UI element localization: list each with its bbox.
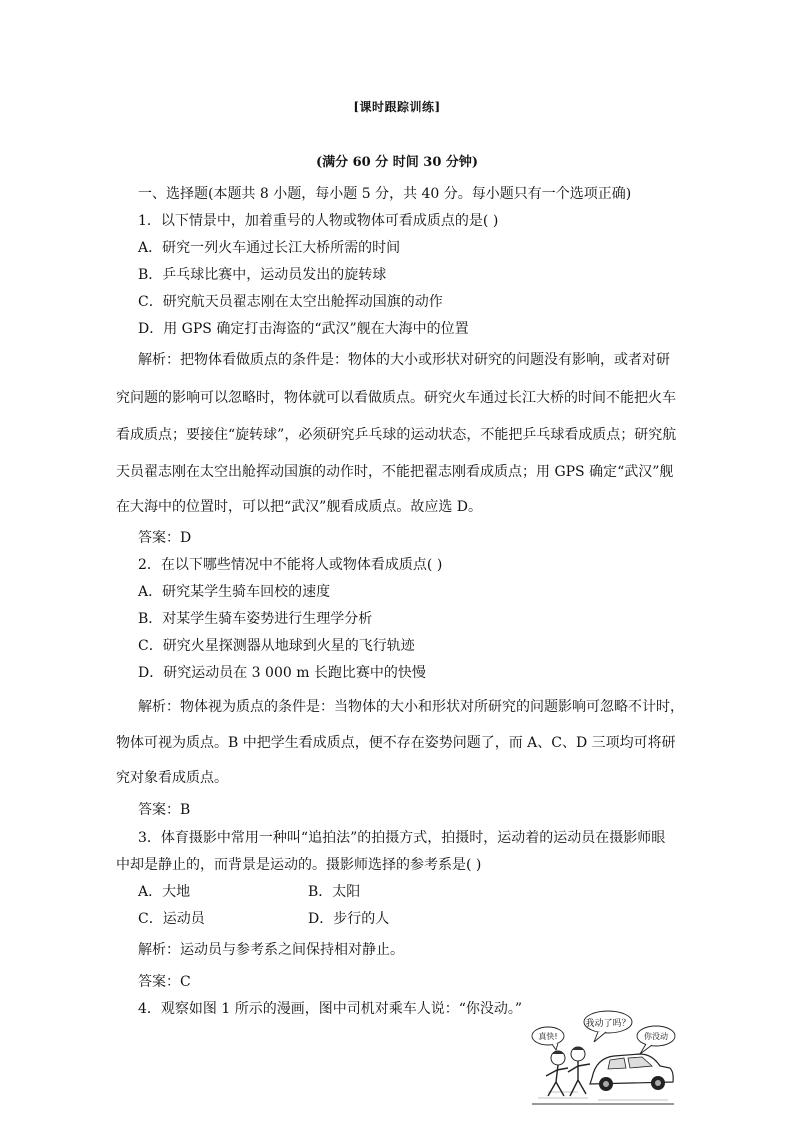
- q2-option-d: D．研究运动员在 3 000 m 长跑比赛中的快慢: [138, 665, 426, 681]
- q2-answer: 答案：B: [138, 802, 191, 818]
- q1-option-b: B．乒乓球比赛中，运动员发出的旋转球: [138, 267, 387, 283]
- cartoon-illustration: [528, 1006, 678, 1110]
- q1-option-c: C．研究航天员翟志刚在太空出舱挥动国旗的动作: [138, 294, 443, 310]
- q1-stem: 1．以下情景中，加着重号的人物或物体可看成质点的是( ): [138, 213, 499, 229]
- q1-analysis-line: 天员翟志刚在太空出舱挥动国旗的动作时，不能把翟志刚看成质点；用 GPS 确定“武汉”舰: [116, 464, 674, 480]
- q3-stem-line: 3．体育摄影中常用一种叫“追拍法”的拍摄方式，拍摄时，运动着的运动员在摄影师眼: [138, 830, 666, 846]
- q3-answer: 答案：C: [138, 974, 191, 990]
- q3-stem-line: 中却是静止的，而背景是运动的。摄影师选择的参考系是( ): [116, 857, 482, 873]
- page-header: [课时跟踪训练]: [353, 100, 441, 114]
- q3-option-b: B．太阳: [308, 884, 361, 900]
- score-time-info: (满分 60 分 时间 30 分钟): [315, 155, 479, 170]
- q3-option-c: C．运动员: [138, 911, 205, 927]
- q1-analysis-line: 在大海中的位置时，可以把“武汉”舰看成质点。故应选 D。: [116, 499, 482, 515]
- q2-analysis-line: 究对象看成质点。: [116, 770, 228, 786]
- q3-option-a: A．大地: [138, 884, 191, 900]
- q3-analysis: 解析：运动员与参考系之间保持相对静止。: [138, 942, 404, 958]
- bubble-child: 真快!: [538, 1032, 558, 1041]
- q4-stem: 4．观察如图 1 所示的漫画，图中司机对乘车人说：“你没动。”: [138, 1001, 523, 1017]
- q1-option-d: D．用 GPS 确定打击海盗的“武汉”舰在大海中的位置: [138, 321, 469, 337]
- q1-analysis-line: 解析：把物体看做质点的条件是：物体的大小或形状对研究的问题没有影响，或者对研: [138, 352, 670, 368]
- q1-analysis-line: 究问题的影响可以忽略时，物体就可以看做质点。研究火车通过长江大桥的时间不能把火车: [116, 390, 676, 406]
- q3-option-d: D．步行的人: [308, 911, 390, 927]
- q2-option-c: C．研究火星探测器从地球到火星的飞行轨迹: [138, 638, 415, 654]
- q1-option-a: A．研究一列火车通过长江大桥所需的时间: [138, 240, 401, 256]
- q2-option-b: B．对某学生骑车姿势进行生理学分析: [138, 611, 373, 627]
- q1-analysis-line: 看成质点；要接住“旋转球”，必须研究乒乓球的运动状态，不能把乒乓球看成质点；研究航: [116, 427, 677, 443]
- q1-answer: 答案：D: [138, 530, 192, 546]
- q2-analysis-line: 物体可视为质点。B 中把学生看成质点，便不存在姿势问题了，而 A、C、D 三项均可将研: [116, 735, 676, 751]
- bubble-driver: 你没动: [644, 1032, 668, 1041]
- q2-stem: 2．在以下哪些情况中不能将人或物体看成质点( ): [138, 557, 443, 573]
- q2-option-a: A．研究某学生骑车回校的速度: [138, 584, 331, 600]
- section-title: 一、选择题(本题共 8 小题，每小题 5 分，共 40 分。每小题只有一个选项正确): [138, 186, 632, 202]
- q2-analysis-line: 解析：物体视为质点的条件是：当物体的大小和形状对所研究的问题影响可忽略不计时，: [138, 699, 684, 715]
- bubble-passenger: 我动了吗？: [585, 1019, 631, 1029]
